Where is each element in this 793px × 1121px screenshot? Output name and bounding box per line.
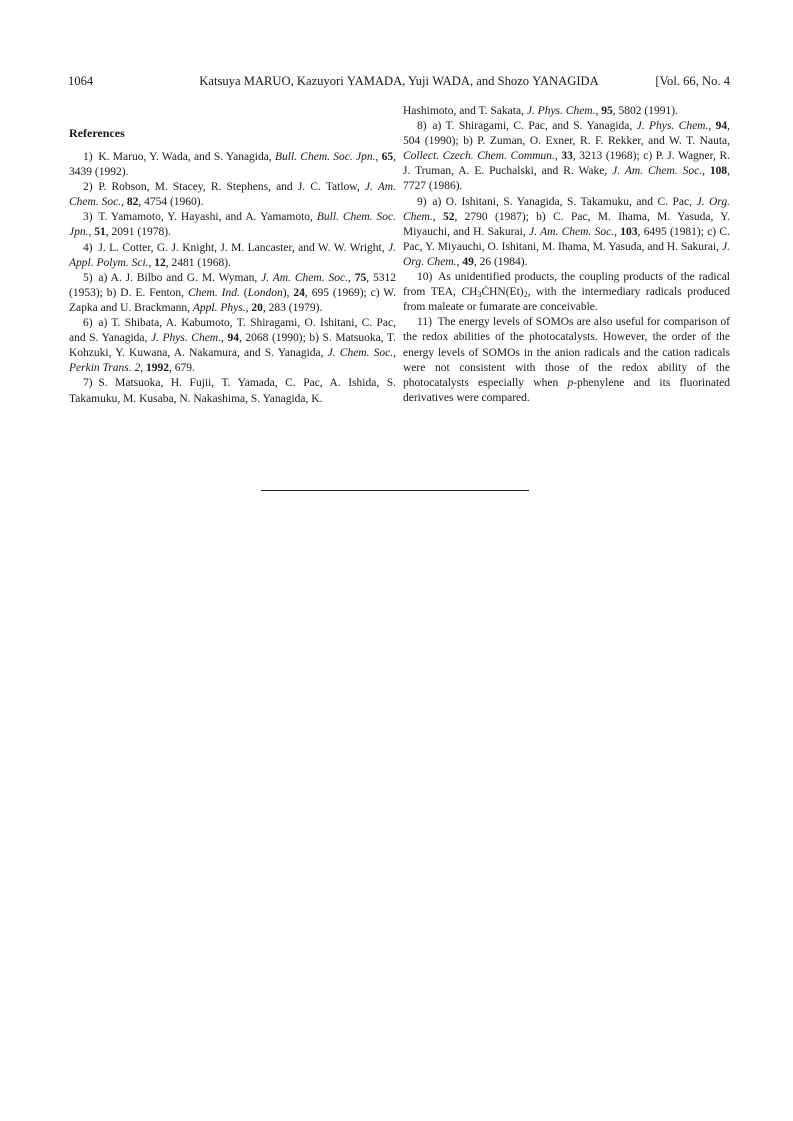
reference-text: , 7727 (1986).: [403, 165, 730, 193]
left-column: [69, 104, 396, 407]
reference-text: , 5312 (1953); b) D. E. Fenton,: [69, 271, 396, 299]
reference-item: [403, 270, 730, 315]
reference-item: [69, 241, 396, 271]
references-heading: References: [69, 126, 125, 140]
reference-text: a) O. Ishitani, S. Yanagida, S. Takamuku, and C. Pac,: [432, 195, 697, 208]
author-3: Shozo YANAGIDA: [497, 74, 599, 88]
reference-text: Appl. Phys.: [192, 301, 246, 314]
reference-text: T. Yamamoto, Y. Hayashi, and A. Yamamoto,: [98, 211, 317, 224]
reference-text: S. Matsuoka, H. Fujii, T. Yamada, C. Pac, A. Ishida, S. Takamuku, M. Kusaba, N. Nakashima, S. Yanagida, K.: [69, 377, 396, 405]
volume-info: [Vol. 66, No. 4: [655, 74, 730, 88]
reference-text: 94: [227, 332, 239, 345]
reference-text: ,: [456, 255, 463, 268]
reference-text: 1992: [146, 362, 169, 375]
reference-number: 9): [417, 195, 427, 208]
reference-text: J. Phys. Chem.: [636, 120, 709, 133]
end-rule: [261, 490, 529, 491]
reference-text: , 3213 (1968); c) P. J. Wagner, R. J. Truman, A. E. Puchalski, and R. Wake,: [403, 150, 731, 178]
reference-text: ,: [708, 120, 716, 133]
reference-text: 24: [293, 286, 305, 299]
reference-text: , with the intermediary radicals produced from maleate or fumarate are conceivable.: [403, 286, 730, 314]
reference-text: 95: [601, 105, 613, 117]
reference-text: P. Robson, M. Stacey, R. Stephens, and J. C. Tatlow,: [98, 181, 365, 194]
reference-text: ),: [282, 286, 294, 299]
reference-text: a) T. Shiragami, C. Pac, and S. Yanagida,: [432, 120, 637, 133]
reference-number: 11): [417, 316, 432, 329]
reference-text: ,: [595, 105, 602, 117]
reference-text: ,: [148, 256, 155, 269]
reference-text: , 3439 (1992).: [69, 151, 396, 179]
running-header: [68, 72, 730, 90]
reference-number: 8): [417, 120, 427, 133]
reference-item: [403, 315, 730, 406]
reference-text: ,: [245, 301, 252, 314]
reference-text: ,: [347, 271, 355, 284]
reference-text: -phenylene and its fluorinated derivatives were compared.: [403, 376, 731, 404]
reference-text: 12: [154, 256, 166, 269]
reference-text: 20: [251, 301, 263, 314]
reference-text: Bull. Chem. Soc. Jpn.: [274, 151, 376, 163]
reference-text: J. Am. Chem. Soc.: [612, 165, 703, 178]
reference-text: , 5802 (1991).: [612, 105, 678, 117]
reference-text: , 504 (1990); b) P. Zuman, O. Exner, R. F. Rekker, and W. T. Nauta,: [403, 120, 730, 148]
reference-text: 33: [561, 150, 573, 163]
reference-text: , 2068 (1990); b) S. Matsuoka, T. Kohzuki, Y. Kuwana, A. Nakamura, and S. Yanagida,: [69, 332, 396, 360]
reference-number: 3): [83, 211, 93, 224]
reference-text: , 695 (1969); c) W. Zapka and U. Brackmann,: [69, 286, 396, 314]
author-0: Katsuya MARUO,: [199, 74, 297, 88]
reference-list-left: [69, 150, 396, 407]
reference-text: J. Am. Chem. Soc.: [261, 271, 348, 284]
reference-text: J. Phys. Chem.: [526, 105, 596, 117]
reference-text: J. Am. Chem. Soc.: [528, 225, 615, 238]
reference-text: 49: [462, 255, 474, 268]
reference-text: 3: [477, 290, 482, 300]
reference-text: 108: [709, 165, 728, 178]
reference-text: , 6495 (1981); c) C. Pac, Y. Miyauchi, O. Ishitani, M. Ihama, M. Yasuda, and H. Sakurai,: [403, 225, 730, 253]
reference-text: Chem. Ind.: [187, 286, 240, 299]
reference-text: Bull. Chem. Soc. Jpn.: [69, 211, 396, 239]
reference-text: , 679.: [169, 362, 195, 375]
reference-text: J. Am. Chem. Soc.: [69, 181, 396, 209]
reference-text: a) T. Shibata, A. Kabumoto, T. Shiragami, O. Ishitani, C. Pac, and S. Yanagida,: [69, 317, 396, 345]
reference-text: , 2790 (1987); b) C. Pac, M. Ihama, M. Yasuda, Y. Miyauchi, and H. Sakurai,: [403, 210, 731, 238]
reference-text: ,: [554, 150, 562, 163]
reference-item: [69, 180, 396, 210]
reference-number: 2): [83, 181, 93, 194]
reference-text: ,: [375, 151, 382, 163]
reference-text: 51: [94, 226, 106, 239]
reference-text: , 2091 (1978).: [105, 226, 171, 239]
reference-text: ,: [140, 362, 146, 375]
reference-text: (: [239, 286, 248, 299]
reference-number: 5): [83, 271, 93, 284]
reference-text: ,: [121, 196, 127, 209]
reference-item: [69, 271, 396, 316]
author-2: Yuji WADA, and: [408, 74, 498, 88]
reference-text: J. Chem. Soc., Perkin Trans. 2: [69, 347, 396, 375]
right-column: [403, 104, 730, 406]
reference-text: , 4754 (1960).: [138, 196, 204, 209]
reference-text: 52: [442, 210, 455, 223]
running-authors: [68, 72, 730, 90]
reference-text: 94: [715, 120, 728, 133]
reference-text: 82: [126, 196, 139, 209]
reference-number: 6): [83, 317, 93, 330]
reference-text: ,: [220, 332, 228, 345]
reference-text: , 26 (1984).: [473, 255, 528, 268]
reference-item: [403, 195, 730, 270]
reference-text: J. Appl. Polym. Sci.: [69, 241, 396, 269]
reference-text: As unidentified products, the coupling products of the radical from TEA, CH: [403, 271, 730, 299]
reference-text: a) A. J. Bilbo and G. M. Wyman,: [98, 271, 262, 284]
reference-text: 75: [354, 271, 367, 284]
reference-text: 103: [620, 225, 638, 238]
author-1: Kazuyori YAMADA,: [296, 74, 409, 88]
reference-text: , 2481 (1968).: [165, 256, 231, 269]
reference-item: [69, 150, 396, 180]
reference-text: J. Org. Chem.: [403, 195, 730, 223]
reference-text: , 283 (1979).: [262, 301, 323, 314]
reference-text: ,: [702, 165, 710, 178]
reference-text: The energy levels of SOMOs are also useful for comparison of the redox abilities of the photocatalysts. However, the order of the energy levels of SOMOs in the anion radicals and the cation radicals were not consistent with those of the redox ability of the photocatalysts especially when: [403, 316, 730, 389]
reference-text: 2: [523, 290, 528, 300]
reference-text: J. Org. Chem.: [403, 240, 730, 268]
page-number: 1064: [68, 74, 94, 88]
reference-item: [403, 104, 730, 119]
reference-text: Hashimoto, and T. Sakata,: [403, 105, 527, 117]
reference-text: ,: [432, 210, 443, 223]
reference-item: [69, 210, 396, 240]
reference-text: ,: [614, 225, 621, 238]
reference-text: ,: [88, 226, 95, 239]
reference-text: K. Maruo, Y. Wada, and S. Yanagida,: [98, 151, 275, 163]
reference-number: 10): [417, 271, 433, 284]
reference-item: [69, 316, 396, 376]
reference-text: London: [247, 286, 283, 299]
reference-text: ĊHN(Et): [481, 286, 524, 299]
reference-item: [403, 119, 730, 194]
reference-text: J. Phys. Chem.: [150, 332, 221, 345]
reference-number: 1): [83, 151, 93, 163]
reference-text: Collect. Czech. Chem. Commun.: [403, 150, 555, 163]
reference-number: 7): [83, 377, 93, 390]
reference-text: J. L. Cotter, G. J. Knight, J. M. Lancaster, and W. W. Wright,: [98, 241, 389, 254]
reference-number: 4): [83, 241, 93, 254]
reference-item: [69, 376, 396, 406]
reference-list-right: [403, 104, 730, 406]
reference-text: 65: [381, 151, 394, 163]
reference-text: p: [567, 376, 574, 389]
